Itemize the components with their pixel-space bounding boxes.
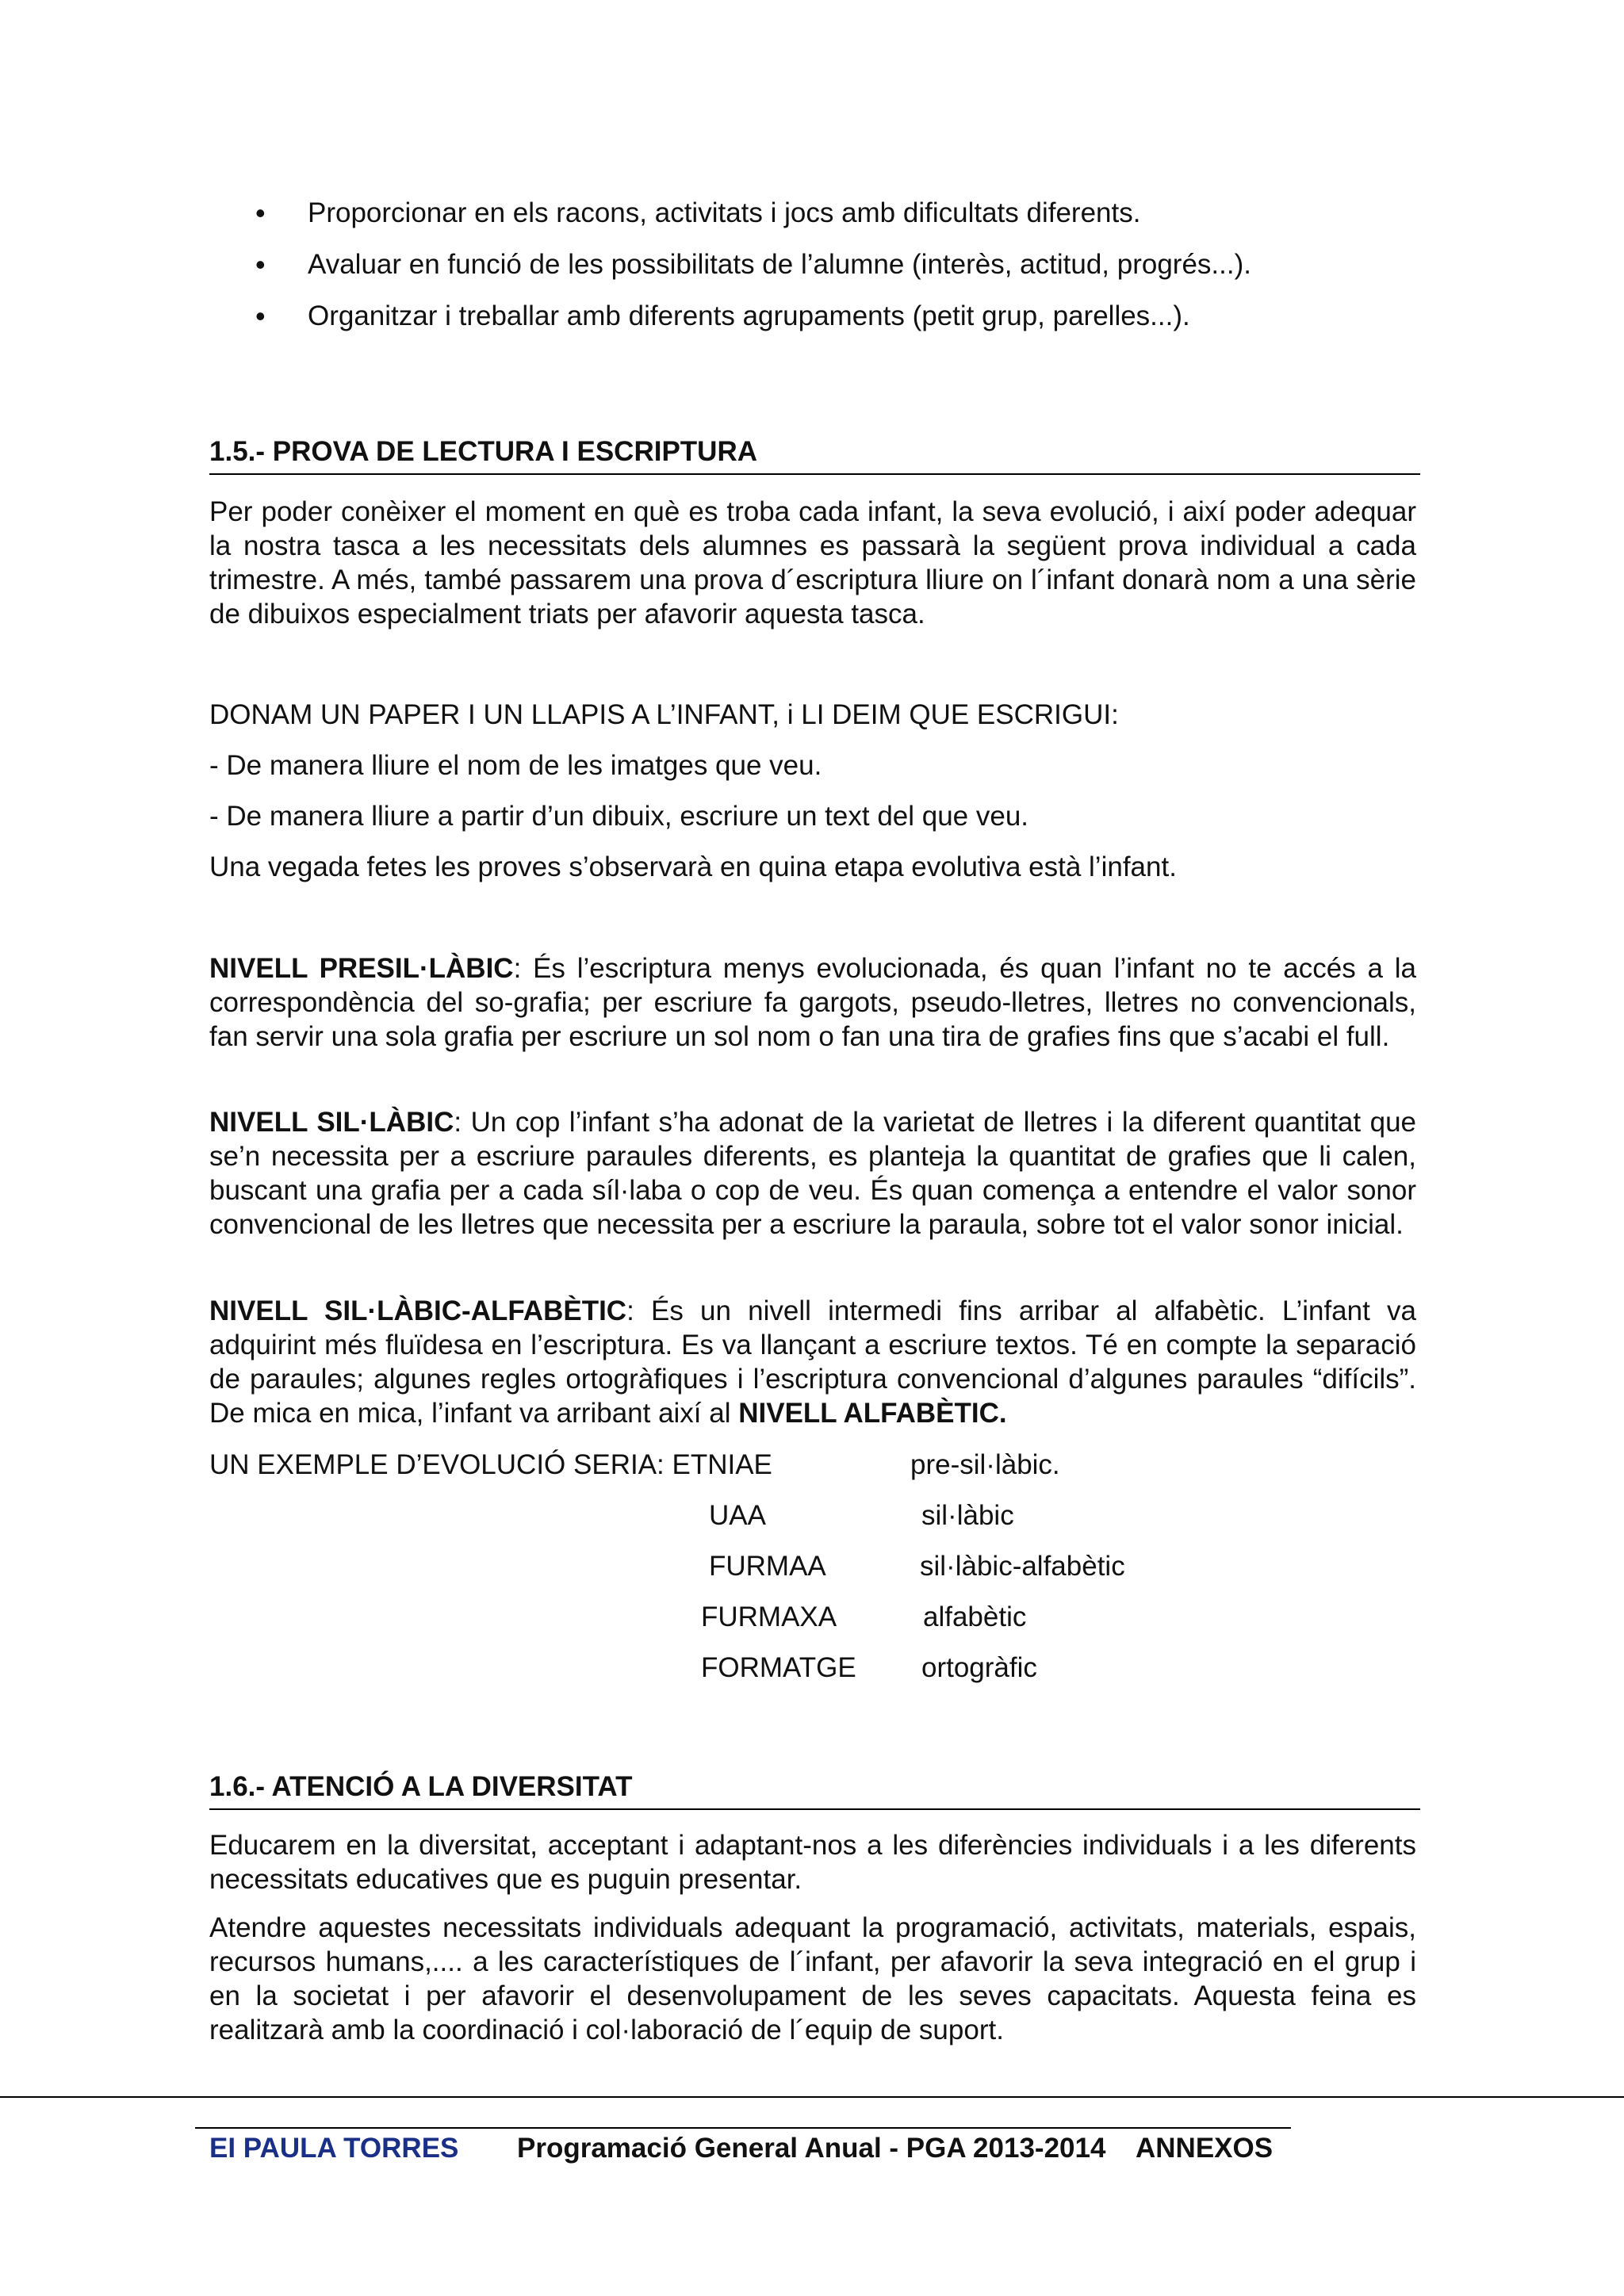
observation-line: Una vegada fetes les proves s’observarà en quina etapa evolutiva està l’infant. xyxy=(209,851,1177,882)
level-name: NIVELL SIL·LÀBIC xyxy=(209,1107,454,1138)
bullet-item: • Organitzar i treballar amb diferents agrupaments (petit grup, parelles...). xyxy=(208,299,1429,333)
level-name: NIVELL SIL·LÀBIC-ALFABÈTIC xyxy=(209,1295,627,1326)
level-text: : És l’escriptura menys evolucionada, és quan l’infant no te accés a la correspondència del so-grafia; per escriure fa gargots, pseudo-lletres, lletres no convencionals, fan servir una sola grafia per escriure un sol nom o fan una tira de grafies fins que s’acabi el full. xyxy=(209,953,1416,1052)
step-line: - De manera lliure el nom de les imatges que veu. xyxy=(209,750,822,781)
instruction-line: DONAM UN PAPER I UN LLAPIS A L’INFANT, i LI DEIM QUE ESCRIGUI: xyxy=(209,699,1119,730)
example-stage: sil·làbic xyxy=(921,1500,1014,1531)
step-line: - De manera lliure a partir d’un dibuix, escriure un text del que veu. xyxy=(209,801,1029,832)
footer-document-title: Programació General Anual - PGA 2013-2014 xyxy=(517,2133,1106,2164)
level-paragraph xyxy=(209,951,1416,1054)
footer-section-label: ANNEXOS xyxy=(1136,2133,1274,2164)
example-word: UAA xyxy=(709,1500,766,1531)
bullet-item: • Proporcionar en els racons, activitats i jocs amb dificultats diferents. xyxy=(208,196,1429,230)
example-stage: alfabètic xyxy=(923,1601,1027,1632)
diversity-paragraph: Educarem en la diversitat, acceptant i adaptant-nos a les diferències individuals i a les diferents necessitats educatives que es puguin presentar. xyxy=(209,1830,1416,1895)
example-word: FURMAXA xyxy=(701,1601,837,1632)
level-final-name: NIVELL ALFABÈTIC. xyxy=(738,1398,1007,1429)
section-heading-1-6: 1.6.- ATENCIÓ A LA DIVERSITAT xyxy=(209,1770,1420,1810)
example-stage: pre-sil·làbic. xyxy=(910,1449,1060,1480)
footer-divider xyxy=(195,2127,1291,2129)
intro-paragraph: Per poder conèixer el moment en què es troba cada infant, la seva evolució, i així poder adequar la nostra tasca a les necessitats dels alumnes es passarà la següent prova individual a cada trimestre. A més, també passarem una prova d´escriptura lliure on l´infant donarà nom a una sèrie de dibuixos especialment triats per afavorir aquesta tasca. xyxy=(209,496,1416,629)
footer-school-name: EI PAULA TORRES xyxy=(209,2133,459,2164)
section-heading-1-5: 1.5.- PROVA DE LECTURA I ESCRIPTURA xyxy=(209,434,1420,475)
bullet-item: • Avaluar en funció de les possibilitats de l’alumne (interès, actitud, progrés...). xyxy=(208,247,1429,281)
page-divider xyxy=(0,2096,1624,2098)
level-paragraph xyxy=(209,1294,1416,1430)
level-name: NIVELL PRESIL·LÀBIC xyxy=(209,953,514,984)
level-text: : Un cop l’infant s’ha adonat de la varietat de lletres i la diferent quantitat que se’n necessita per a escriure paraules diferents, es planteja la quantitat de grafies que li calen, buscant una grafia per a cada síl·laba o cop de veu. És quan comença a entendre el valor sonor convencional de les lletres que necessita per a escriure la paraula, sobre tot el valor sonor inicial. xyxy=(209,1107,1417,1240)
diversity-paragraph: Atendre aquestes necessitats individuals adequant la programació, activitats, materials, espais, recursos humans,.... a les característiques de l´infant, per afavorir la seva integració en el grup i en la societat i per afavorir el desenvolupament de les seves capacitats. Aquesta feina es realitzarà amb la coordinació i col·laboració de l´equip de suport. xyxy=(209,1912,1416,2045)
level-paragraph xyxy=(209,1105,1416,1242)
example-word: FURMAA xyxy=(709,1551,826,1582)
example-label: UN EXEMPLE D’EVOLUCIÓ SERIA: ETNIAE xyxy=(209,1449,772,1480)
example-stage: ortogràfic xyxy=(921,1652,1037,1683)
example-stage: sil·làbic-alfabètic xyxy=(920,1551,1125,1582)
example-word: FORMATGE xyxy=(701,1652,856,1683)
level-text: : És un nivell intermedi fins arribar al alfabètic. L’infant va adquirint més fluïdesa en l’escriptura. Es va llançant a escriure textos. Té en compte la separació de paraules; algunes regles ortogràfiques i l’escriptura convencional d’algunes paraules “difícils”. De mica en mica, l’infant va arribant així al xyxy=(209,1295,1416,1429)
bullet-list xyxy=(208,196,1429,350)
